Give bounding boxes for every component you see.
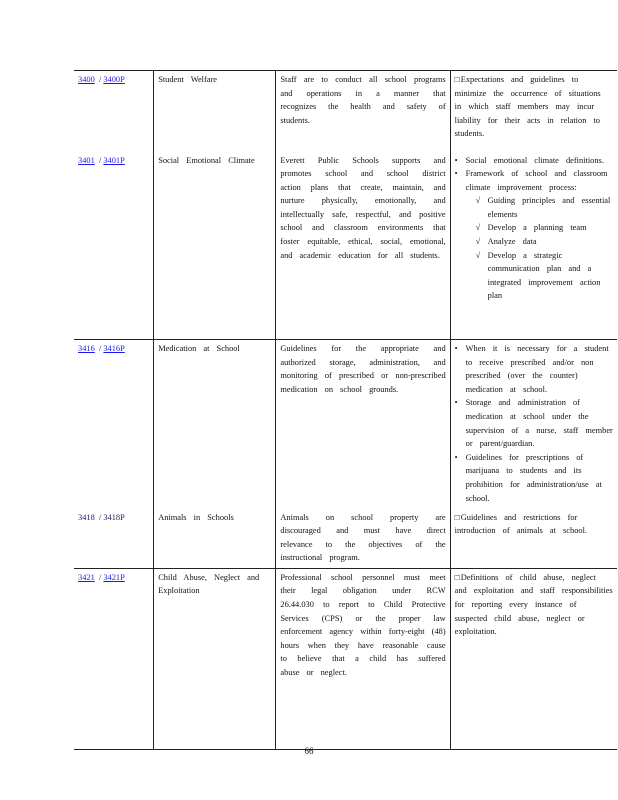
key-point xyxy=(455,511,613,538)
key-subpoint-list xyxy=(466,194,613,303)
key-point-text: Guidelines and restrictions for introduction of animals at school. xyxy=(454,512,587,536)
policy-key-points xyxy=(450,71,617,152)
policy-row xyxy=(74,340,617,509)
key-point-list xyxy=(455,154,613,304)
policy-key-points xyxy=(450,152,617,340)
key-point-text: Definitions of child abuse, neglect and exploitation and staff responsibilities for reporting every instance of suspected child abuse, neglect or exploitation. xyxy=(454,572,613,637)
key-point xyxy=(455,154,613,168)
policy-number-link[interactable]: 3401 xyxy=(78,155,95,165)
policy-description: Staff are to conduct all school programs and operations in a manner that recognizes the health and safety of students. xyxy=(276,71,450,152)
procedure-number-link: 3418P xyxy=(103,512,125,522)
procedure-number-link[interactable]: 3421P xyxy=(103,572,125,582)
policy-number-cell xyxy=(74,71,154,152)
policy-title: Student Welfare xyxy=(154,71,276,152)
policy-number-cell xyxy=(74,509,154,569)
policy-description: Guidelines for the appropriate and authorized storage, administration, and monitoring of prescribed or non-prescribed medication on school grounds. xyxy=(276,340,450,509)
key-point-text: Storage and administration of medication at school under the supervision of a nurse, staff member or parent/guardian. xyxy=(465,398,613,449)
key-point-text: Expectations and guidelines to minimize the occurrence of situations in which staff members may incur liability for their acts in relation to students. xyxy=(454,75,601,139)
policy-number-link[interactable]: 3421 xyxy=(78,572,95,582)
policy-description: Animals on school property are discouraged and must have direct relevance to the objectives of the instructional program. xyxy=(276,509,450,569)
key-point xyxy=(455,167,613,303)
policy-row xyxy=(74,152,617,340)
policy-number-link: 3418 xyxy=(78,512,95,522)
policy-number-cell xyxy=(74,568,154,749)
number-separator: / xyxy=(94,512,104,522)
key-point-text: Social emotional climate definitions. xyxy=(465,155,604,165)
policy-number-link[interactable]: 3416 xyxy=(78,344,95,353)
key-point-text: Guidelines for prescriptions of marijuana to students and its prohibition for administration/use at school. xyxy=(465,452,602,503)
policy-key-points xyxy=(450,568,617,749)
policy-number-link[interactable]: 3400 xyxy=(78,75,95,84)
policy-title: Animals in Schools xyxy=(154,509,276,569)
procedure-number-link[interactable]: 3401P xyxy=(103,155,125,165)
page-number: 66 xyxy=(304,746,314,756)
number-separator: / xyxy=(94,572,104,582)
key-point-text: When it is necessary for a student to receive prescribed and/or non prescribed (over the counter) medication at school. xyxy=(465,344,609,394)
procedure-number-link[interactable]: 3416P xyxy=(103,344,125,353)
key-subpoint: √ Analyze data xyxy=(476,235,613,249)
key-point xyxy=(455,342,613,396)
policy-number-cell xyxy=(74,152,154,340)
policy-row xyxy=(74,568,617,749)
policy-table-body xyxy=(74,71,617,750)
policy-row xyxy=(74,71,617,152)
procedure-number-link[interactable]: 3400P xyxy=(103,75,125,84)
key-subpoint: √ Develop a planning team xyxy=(476,221,613,235)
number-separator: / xyxy=(94,344,104,353)
policy-key-points xyxy=(450,509,617,569)
key-subpoint: √ Guiding principles and essential elements xyxy=(476,194,613,221)
policy-key-points xyxy=(450,340,617,509)
policy-title: Medication at School xyxy=(154,340,276,509)
policy-title: Child Abuse, Neglect and Exploitation xyxy=(154,568,276,749)
key-point-list xyxy=(455,342,613,505)
key-subpoint: √ Develop a strategic communication plan and a integrated improvement action plan xyxy=(476,249,613,303)
key-point xyxy=(455,571,613,639)
key-point xyxy=(455,396,613,450)
policy-number-cell xyxy=(74,340,154,509)
number-separator: / xyxy=(94,155,104,165)
policy-row xyxy=(74,509,617,569)
policy-description: Everett Public Schools supports and promotes school and school district action plans that create, maintain, and nurture physically, emotionally, and intellectually safe, respectful, and positive school and classroom environments that foster equitable, ethical, social, emotional, and academic education for all students. xyxy=(276,152,450,340)
policy-table xyxy=(74,70,617,750)
key-point xyxy=(455,451,613,505)
key-point-text: Framework of school and classroom climate improvement process: xyxy=(465,169,608,192)
number-separator: / xyxy=(94,75,104,84)
policy-title: Social Emotional Climate xyxy=(154,152,276,340)
policy-description: Professional school personnel must meet their legal obligation under RCW 26.44.030 to report to Child Protective Services (CPS) or the proper law enforcement agency within forty-eight (48) hours when they have reasonable cause to believe that a child has suffered abuse or neglect. xyxy=(276,568,450,749)
key-point xyxy=(455,73,613,141)
